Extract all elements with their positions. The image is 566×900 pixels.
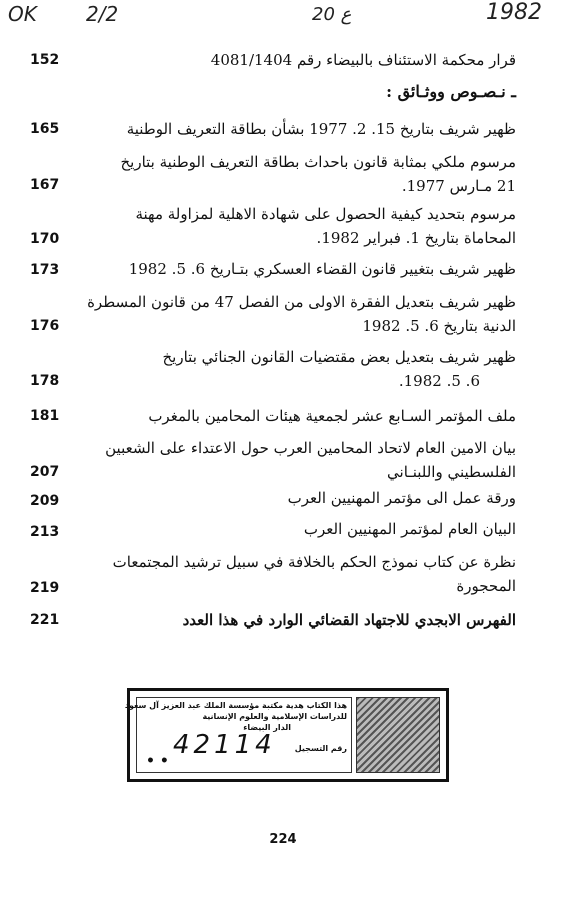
toc-entry <box>62 517 516 541</box>
toc-entry <box>62 436 516 484</box>
entry-line: الفلسطيني واللبنـاني <box>387 463 516 481</box>
entry-line: 6. 5. 1982. <box>398 372 480 390</box>
handwritten-note-fraction: 2/2 <box>86 2 119 26</box>
entry-page-number: 152 <box>30 52 60 68</box>
toc-entry <box>62 150 516 198</box>
handwritten-note-middle: 20 ع <box>312 4 352 25</box>
entry-line: ظهير شريف بتاريخ 15. 2. 1977 بشأن بطاقة التعريف الوطنية <box>126 120 516 138</box>
toc-entry <box>62 117 516 141</box>
registration-label: رقم التسجيل <box>294 744 347 753</box>
entry-line: ورقة عمل الى مؤتمر المهنيين العرب <box>287 489 516 507</box>
entry-line: ظهير شريف بتعديل الفقرة الاولى من الفصل 47 من قانون المسطرة <box>87 293 516 311</box>
library-stamp <box>124 688 449 782</box>
entry-line: ملف المؤتمر السـابع عشر لجمعية هيئات المحامين بالمغرب <box>148 407 516 425</box>
entry-page-number: 221 <box>30 612 60 628</box>
entry-page-number: 170 <box>30 231 60 247</box>
entry-page-number: 178 <box>30 373 60 389</box>
toc-entry <box>62 608 516 632</box>
entry-page-number: 219 <box>30 580 60 596</box>
entry-line: بيان الامين العام لاتحاد المحامين العرب حول الاعتداء على الشعبين <box>105 439 516 457</box>
page-number: 224 <box>269 832 297 847</box>
stamp-line-3: الدار البيضاء <box>243 723 291 732</box>
registration-number: 42114 <box>173 730 276 760</box>
stamp-line-2: للدراسات الإسلامية والعلوم الإنسانية <box>202 712 347 721</box>
entry-page-number: 213 <box>30 524 60 540</box>
entry-page-number: 209 <box>30 493 60 509</box>
toc-entry <box>62 202 516 250</box>
entry-line: المحاماة بتاريخ 1. فبراير 1982. <box>316 229 516 247</box>
entry-line: المحجورة <box>456 577 516 595</box>
entry-line: 21 مـارس 1977. <box>401 177 516 195</box>
toc-entry <box>62 345 516 393</box>
toc-entry <box>62 48 516 72</box>
handwritten-note-ok: OK <box>8 2 37 26</box>
entry-page-number: 207 <box>30 464 60 480</box>
entry-line: ظهير شريف بتعديل بعض مقتضيات القانون الجنائي بتاريخ <box>162 348 516 366</box>
entry-line: الفهرس الابجدي للاجتهاد القضائي الوارد في هذا العدد <box>182 611 516 629</box>
entry-line: ظهير شريف بتغيير قانون القضاء العسكري بتـاريخ 6. 5. 1982 <box>128 260 516 278</box>
toc-entry <box>62 290 516 338</box>
entry-page-number: 181 <box>30 408 60 424</box>
handwritten-note-year: 1982 <box>486 0 542 25</box>
toc-entry <box>62 486 516 510</box>
stamp-dots: • • <box>146 753 169 769</box>
entry-page-number: 173 <box>30 262 60 278</box>
entry-page-number: 176 <box>30 318 60 334</box>
entry-line: قرار محكمة الاستئناف بالبيضاء رقم 4081/1404 <box>210 51 516 69</box>
entry-line: الدنية بتاريخ 6. 5. 1982 <box>362 317 516 335</box>
toc-entry <box>62 404 516 428</box>
entry-line: نظرة عن كتاب نموذج الحكم بالخلافة في سبيل ترشيد المجتمعات <box>112 553 516 571</box>
stamp-line-1: هذا الكتاب هدية مكتبة مؤسسة الملك عبد العزيز آل سعود <box>124 701 347 710</box>
entry-page-number: 167 <box>30 177 60 193</box>
entry-line: البيان العام لمؤتمر المهنيين العرب <box>303 520 516 538</box>
entry-line: مرسوم بتحديد كيفية الحصول على شهادة الاهلية لمزاولة مهنة <box>135 205 516 223</box>
stamp-emblem-image <box>356 697 440 773</box>
entry-line: مرسوم ملكي بمثابة قانون باحداث بطاقة التعريف الوطنية بتاريخ <box>120 153 516 171</box>
toc-entry <box>62 257 516 281</box>
section-heading: ـ نـصـوص ووثـائق : <box>386 82 516 101</box>
toc-entry <box>62 550 516 598</box>
entry-page-number: 165 <box>30 121 60 137</box>
